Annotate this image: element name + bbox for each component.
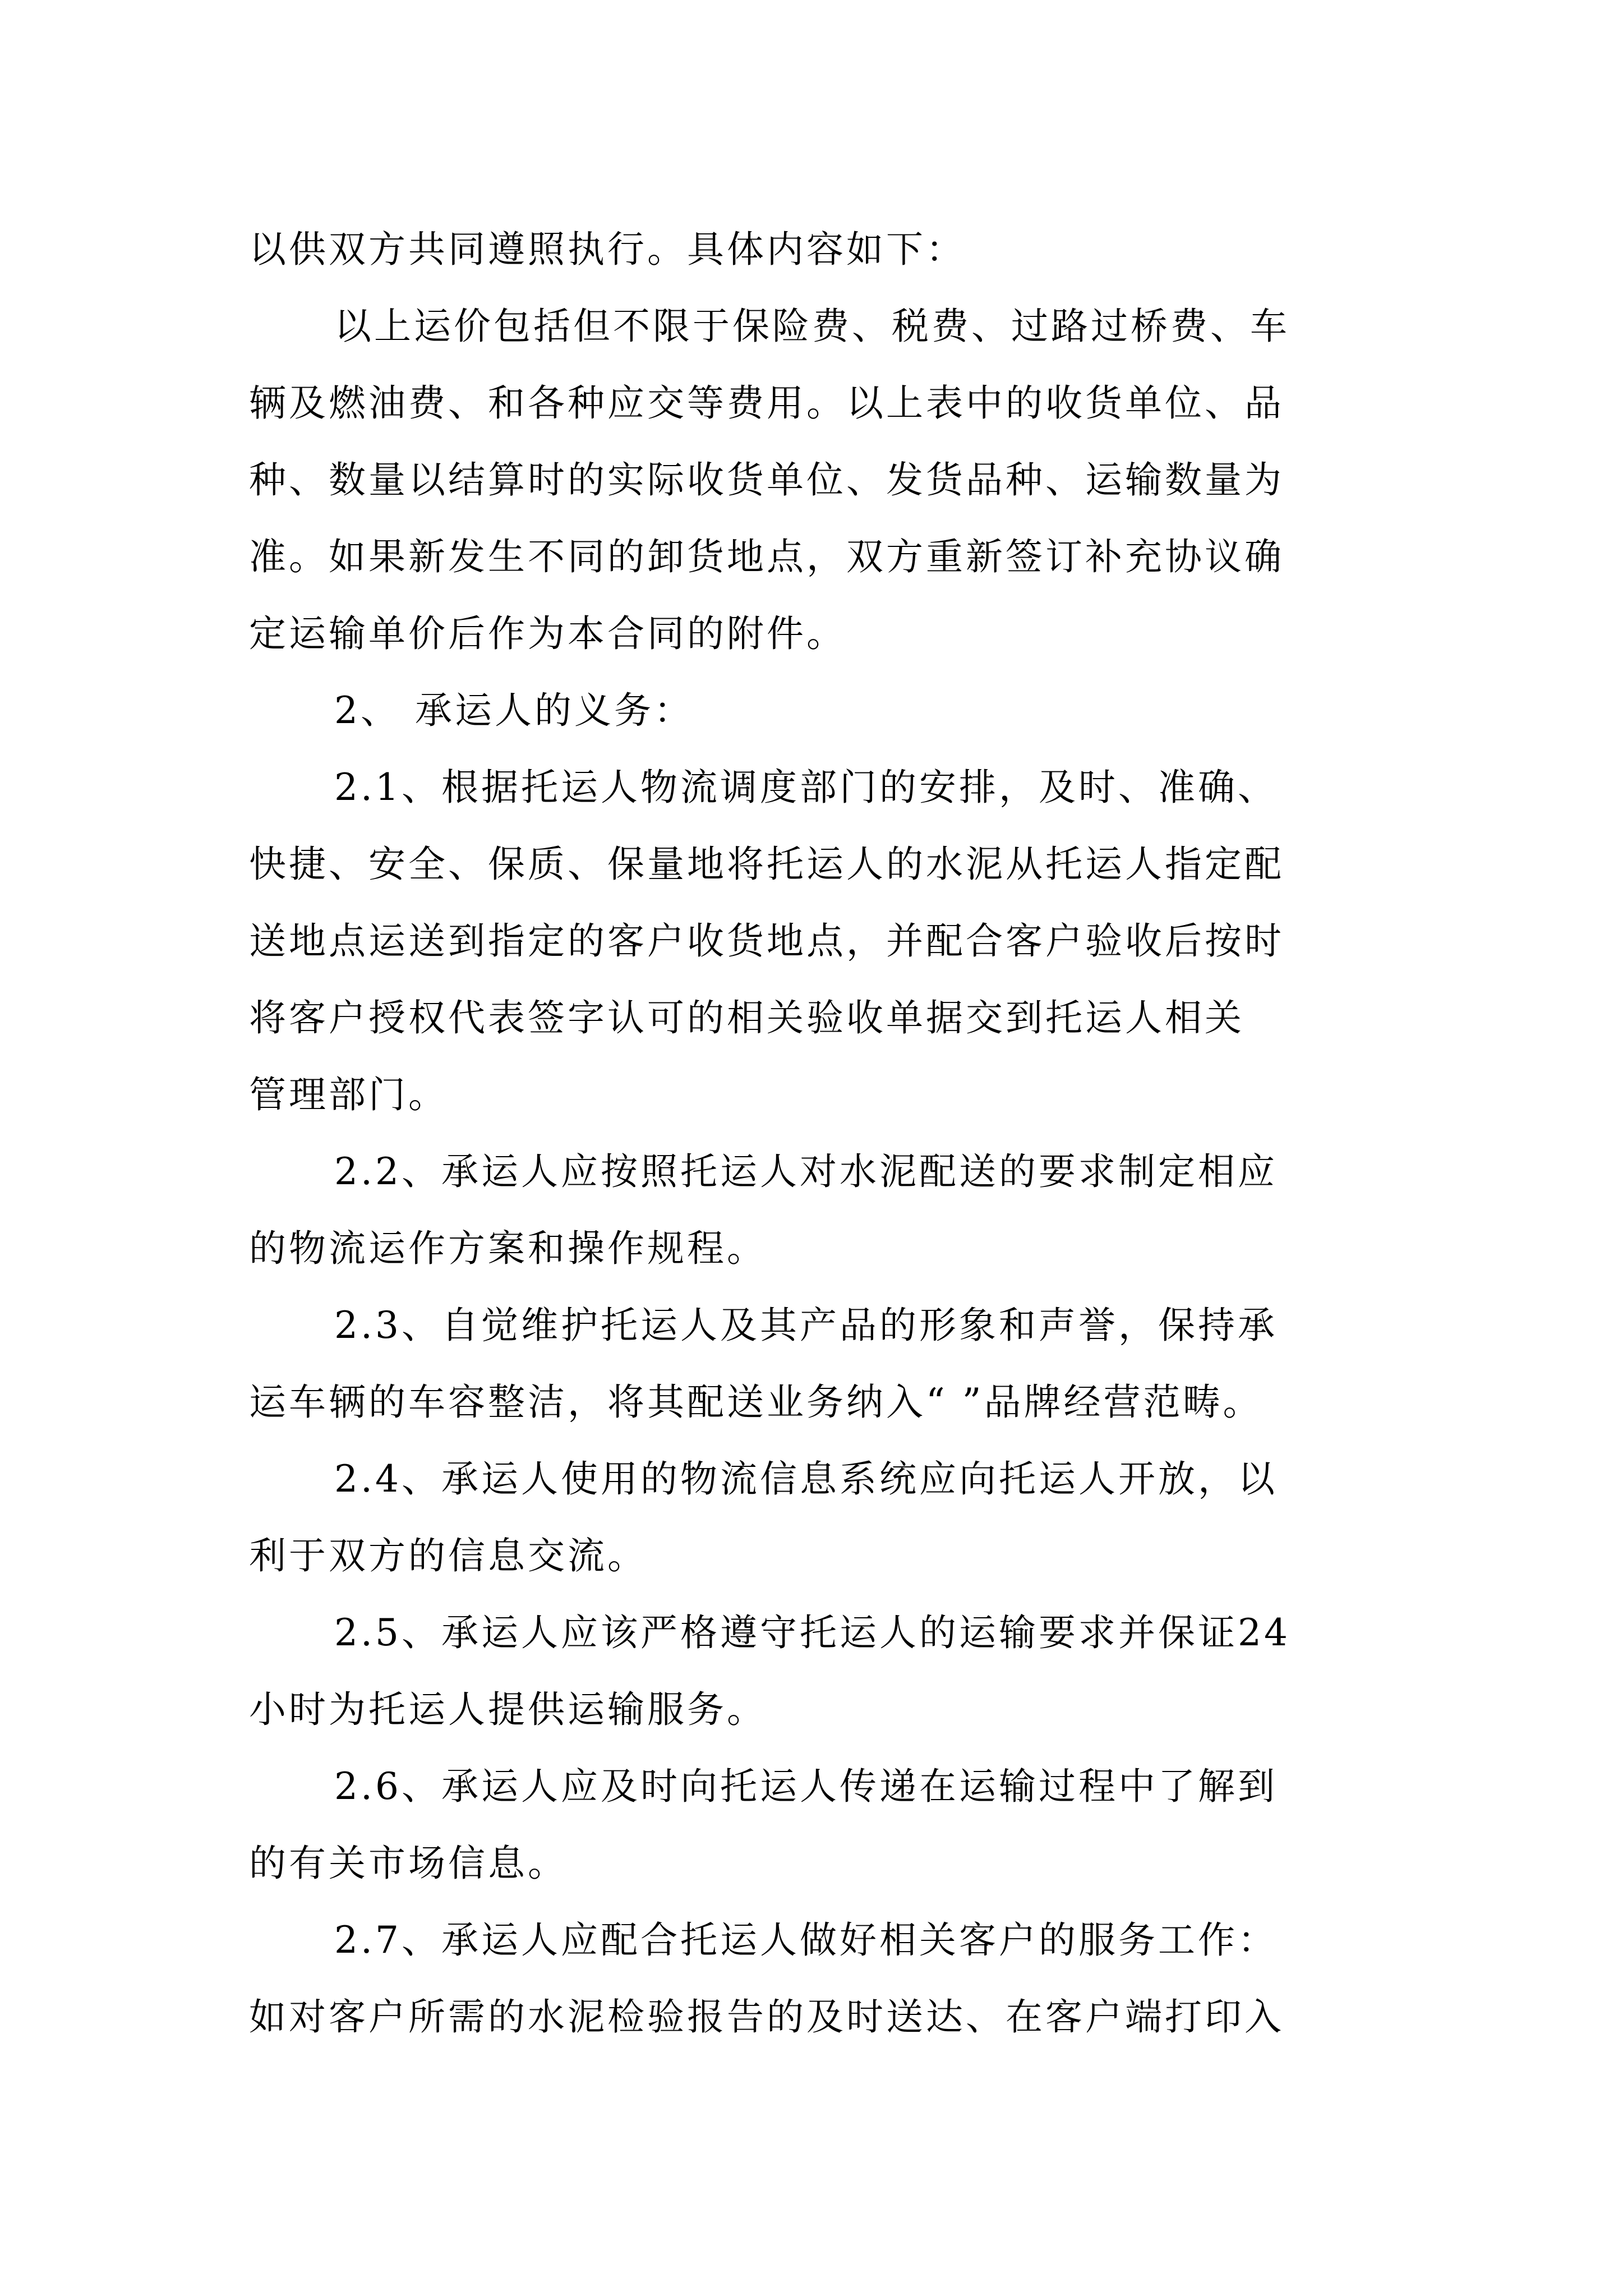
clause-2-3: 2.3、自觉维护托运人及其产品的形象和声誉，保持承 <box>334 1304 1278 1347</box>
text-line: 定运输单价后作为本合同的附件。 <box>249 612 846 655</box>
clause-2-7: 2.7、承运人应配合托运人做好相关客户的服务工作： <box>334 1918 1278 1962</box>
text-line: 的物流运作方案和操作规程。 <box>249 1227 767 1270</box>
text-line: 的有关市场信息。 <box>249 1842 568 1885</box>
text-line: 以上运价包括但不限于保险费、税费、过路过桥费、车 <box>334 305 1290 348</box>
text-line: 以供双方共同遵照执行。具体内容如下： <box>249 228 966 271</box>
text-line: 辆及燃油费、和各种应交等费用。以上表中的收货单位、品 <box>249 381 1284 425</box>
text-line: 快捷、安全、保质、保量地将托运人的水泥从托运人指定配 <box>249 843 1284 886</box>
clause-2-6: 2.6、承运人应及时向托运人传递在运输过程中了解到 <box>334 1765 1278 1808</box>
text-line: 种、数量以结算时的实际收货单位、发货品种、运输数量为 <box>249 458 1284 501</box>
clause-2-1: 2.1、根据托运人物流调度部门的安排，及时、准确、 <box>334 766 1278 809</box>
clause-2-4: 2.4、承运人使用的物流信息系统应向托运人开放，以 <box>334 1457 1278 1501</box>
clause-2-2: 2.2、承运人应按照托运人对水泥配送的要求制定相应 <box>334 1150 1278 1193</box>
text-line: 准。如果新发生不同的卸货地点，双方重新签订补充协议确 <box>249 535 1284 578</box>
text-line: 小时为托运人提供运输服务。 <box>249 1688 767 1731</box>
text-line: 管理部门。 <box>249 1073 448 1116</box>
text-line: 将客户授权代表签字认可的相关验收单据交到托运人相关 <box>249 996 1244 1039</box>
text-line: 利于双方的信息交流。 <box>249 1534 647 1577</box>
clause-2-5: 2.5、承运人应该严格遵守托运人的运输要求并保证24 <box>334 1611 1290 1654</box>
text-line: 送地点运送到指定的客户收货地点，并配合客户验收后按时 <box>249 919 1284 963</box>
text-line: 如对客户所需的水泥检验报告的及时送达、在客户端打印入 <box>249 1995 1284 2039</box>
text-line: 运车辆的车容整洁，将其配送业务纳入“ ”品牌经营范畴。 <box>249 1381 1263 1424</box>
section-heading: 2、 承运人的义务： <box>334 689 694 732</box>
